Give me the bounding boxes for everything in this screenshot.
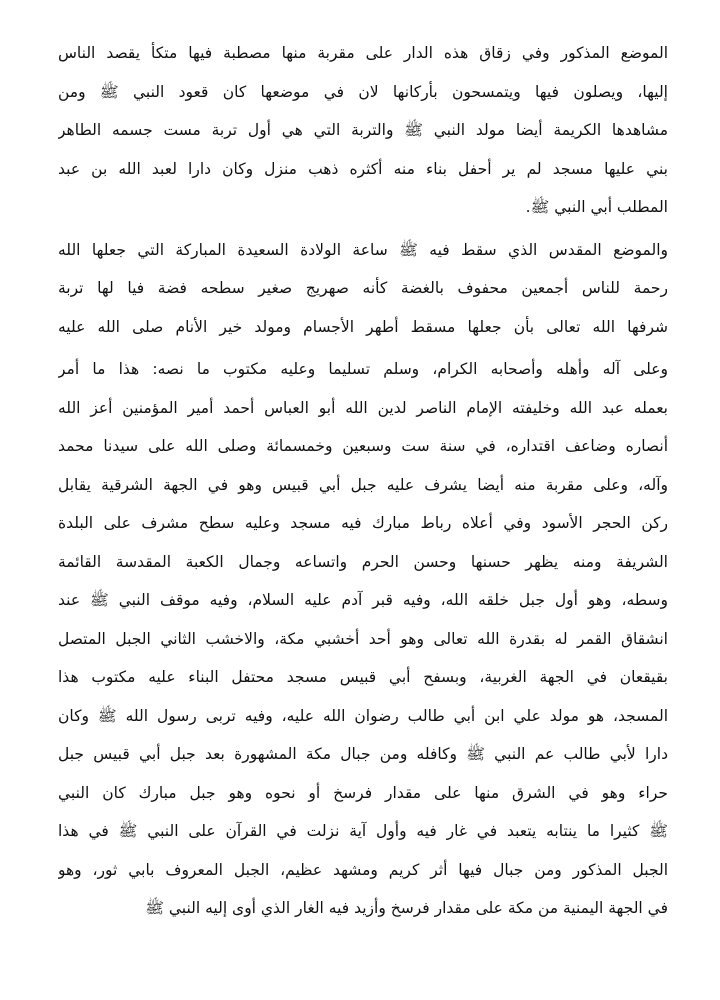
paragraph-1 <box>58 34 668 227</box>
text-line: دارا لأبي طالب عم النبي ﷺ وكافله ومن جبال مكة المشهورة بعد جبل أبي قبيس جبل <box>58 745 668 763</box>
text-line: في الجهة اليمنية من مكة على مقدار فرسخ وأزيد فيه الغار الذي أوى إليه النبي ﷺ <box>145 899 668 917</box>
text-line: وعلى آله وأهله وأصحابه الكرام، وسلم تسليما وعليه مكتوب ما نصه: هذا ما أمر <box>58 360 668 378</box>
text-line: بقيقعان في الجهة الغربية، وبسفح أبي قبيس مسجد محتفل البناء عليه مكتوب هذا <box>58 668 668 686</box>
text-line: وسطه، وهو أول جبل خلقه الله، وفيه قبر آدم عليه السلام، وفيه موقف النبي ﷺ عند <box>58 591 668 609</box>
paragraph-3 <box>58 350 668 928</box>
text-line: الشريفة ومنه يظهر حسنها وحسن الحرم واتساعه وجمال الكعبة المقدسة القائمة <box>58 552 668 571</box>
text-line: الجبل المذكور ومن جبال فيها أثر كريم ومشهد عظيم، الجبل المعروف بابي ثور، وهو <box>58 860 668 879</box>
text-line: انشقاق القمر له بقدرة الله تعالى وهو أحد أخشبي مكة، والاخشب الثاني الجبل المتصل <box>58 629 668 648</box>
text-line: المسجد، هو مولد علي ابن أبي طالب رضوان الله عليه، وفيه تربى رسول الله ﷺ وكان <box>58 706 668 725</box>
text-line: بني عليها مسجد لم ير أحفل بناء منه أكثره ذهب منزل وكان دارا لعبد الله بن عبد <box>58 159 668 178</box>
text-line: رحمة للناس أجمعين محفوف بالغضة كأنه صهريج صغير سطحه فضة فيا لها تربة <box>58 279 668 297</box>
text-line: حراء وهو في الشرق منها على مقدار فرسخ أو نحوه وهو جبل مبارك كان النبي <box>58 783 668 802</box>
text-line: الموضع المذكور وفي زقاق هذه الدار على مقربة منها مصطبة فيها متكأ يقصد الناس <box>58 44 668 62</box>
text-line: ركن الحجر الأسود وفي أعلاه رباط مبارك فيه مسجد وعليه سطح مشرف على البلدة <box>58 514 668 532</box>
text-line: أنصاره وضاعف اقتداره، في سنة ست وسبعين وخمسمائة وصلى الله على سيدنا محمد <box>58 437 668 455</box>
text-line: وآله، وعلى مقربة منه أيضا يشرف عليه جبل أبي قبيس وهو في الجهة الشرقية يقابل <box>58 475 668 494</box>
text-line: والموضع المقدس الذي سقط فيه ﷺ ساعة الولادة السعيدة المباركة التي جعلها الله <box>58 240 668 259</box>
text-line: مشاهدها الكريمة أيضا مولد النبي ﷺ والتربة التي هي أول تربة مست جسمه الطاهر <box>58 121 668 139</box>
paragraph-2 <box>58 231 668 347</box>
text-line: إليها، ويصلون فيها ويتمسحون بأركانها لان في موضعها كان قعود النبي ﷺ ومن <box>58 82 668 101</box>
text-line: ﷺ كثيرا ما ينتابه يتعبد في غار فيه وأول آية نزلت في القرآن على النبي ﷺ في هذا <box>58 822 668 840</box>
text-line: المطلب أبي النبي ﷺ. <box>525 198 668 216</box>
text-line: بعمله عبد الله وخليفته الإمام الناصر لدين الله أبو العباس أحمد أمير المؤمنين أعز الله <box>58 398 668 417</box>
text-line: شرفها الله تعالى بأن جعلها مسقط أطهر الأجسام ومولد خير الأنام صلى الله عليه <box>58 317 668 336</box>
